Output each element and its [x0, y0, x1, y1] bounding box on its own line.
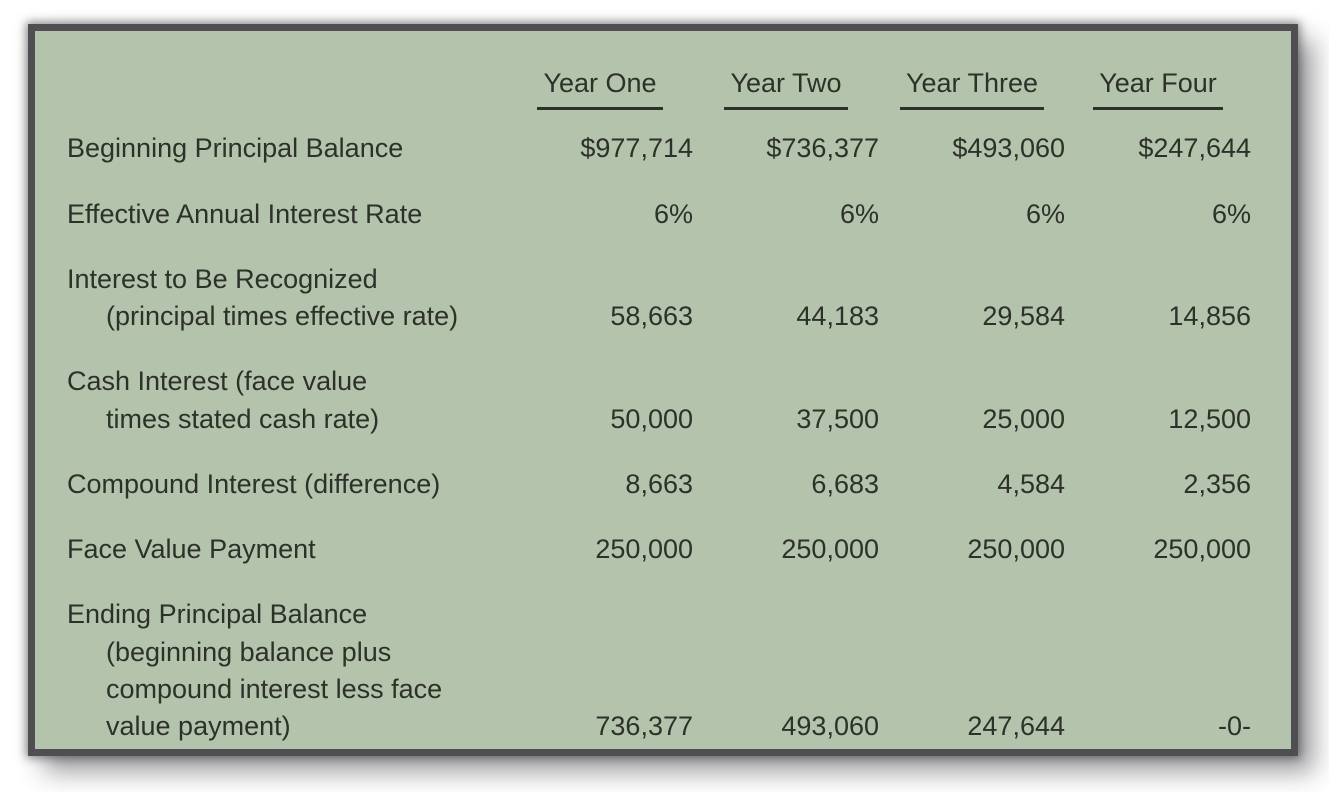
amortization-table-panel — [28, 24, 1298, 756]
column-header: Year Three — [900, 65, 1044, 110]
row-label — [67, 335, 507, 438]
row-label — [67, 503, 507, 568]
cell-value: 58,663 — [610, 301, 693, 331]
row-label — [67, 568, 507, 745]
row-label-line: value payment) — [106, 711, 291, 741]
cell-value: $493,060 — [952, 133, 1065, 164]
row-label — [67, 438, 507, 503]
column-header: Year One — [537, 65, 662, 110]
column-header-cell — [507, 65, 693, 110]
table-row — [67, 568, 1251, 745]
cell-value: $247,644 — [1138, 133, 1251, 164]
cell-value: 6% — [1025, 198, 1065, 229]
row-label-line: Ending Principal Balance — [67, 599, 368, 630]
cell-value: 8,663 — [625, 468, 693, 499]
table-header-row — [67, 65, 1251, 110]
row-label-line: compound interest less face — [106, 673, 443, 704]
column-header-cell — [1065, 65, 1251, 110]
cell-value: 25,000 — [982, 403, 1065, 434]
table-row — [67, 438, 1251, 503]
row-label — [67, 110, 507, 167]
table-row — [67, 168, 1251, 233]
row-label-line: Face Value Payment — [67, 534, 316, 564]
cell-value: 250,000 — [967, 534, 1065, 564]
cell-value: 250,000 — [595, 534, 693, 564]
column-header-cell — [879, 65, 1065, 110]
cell-value: $977,714 — [580, 133, 693, 164]
cell-value: 736,377 — [595, 711, 693, 741]
column-header-cell — [693, 65, 879, 110]
row-label-line: Compound Interest (difference) — [67, 468, 441, 499]
table-row — [67, 233, 1251, 336]
cell-value: 6% — [653, 198, 693, 229]
row-label-line: Effective Annual Interest Rate — [67, 198, 423, 229]
row-label-line: Beginning Principal Balance — [67, 133, 404, 164]
cell-value: 247,644 — [967, 711, 1065, 741]
cell-value: 14,856 — [1168, 301, 1251, 331]
table-body — [67, 110, 1251, 745]
cell-value: 50,000 — [610, 403, 693, 434]
column-header: Year Four — [1093, 65, 1223, 110]
cell-value: 37,500 — [796, 403, 879, 434]
header-corner-cell — [67, 65, 507, 110]
row-label — [67, 168, 507, 233]
cell-value: $736,377 — [766, 133, 879, 164]
row-label-line: Interest to Be Recognized — [67, 263, 378, 294]
cell-value: -0- — [1218, 711, 1251, 741]
cell-value: 12,500 — [1168, 403, 1251, 434]
row-label — [67, 233, 507, 336]
column-header: Year Two — [724, 65, 847, 110]
cell-value: 493,060 — [781, 711, 879, 741]
table-row — [67, 335, 1251, 438]
cell-value: 29,584 — [982, 301, 1065, 331]
cell-value: 6% — [839, 198, 879, 229]
table-row — [67, 503, 1251, 568]
row-label-line: Cash Interest (face value — [67, 366, 368, 397]
table-row — [67, 110, 1251, 167]
row-label-line: times stated cash rate) — [106, 403, 380, 434]
row-label-line: (beginning balance plus — [106, 636, 392, 667]
cell-value: 4,584 — [997, 468, 1065, 499]
cell-value: 2,356 — [1183, 468, 1251, 499]
row-label-line: (principal times effective rate) — [106, 301, 459, 331]
bond-amortization-table — [67, 65, 1251, 745]
cell-value: 44,183 — [796, 301, 879, 331]
cell-value: 6% — [1211, 198, 1251, 229]
cell-value: 250,000 — [1153, 534, 1251, 564]
cell-value: 6,683 — [811, 468, 879, 499]
cell-value: 250,000 — [781, 534, 879, 564]
